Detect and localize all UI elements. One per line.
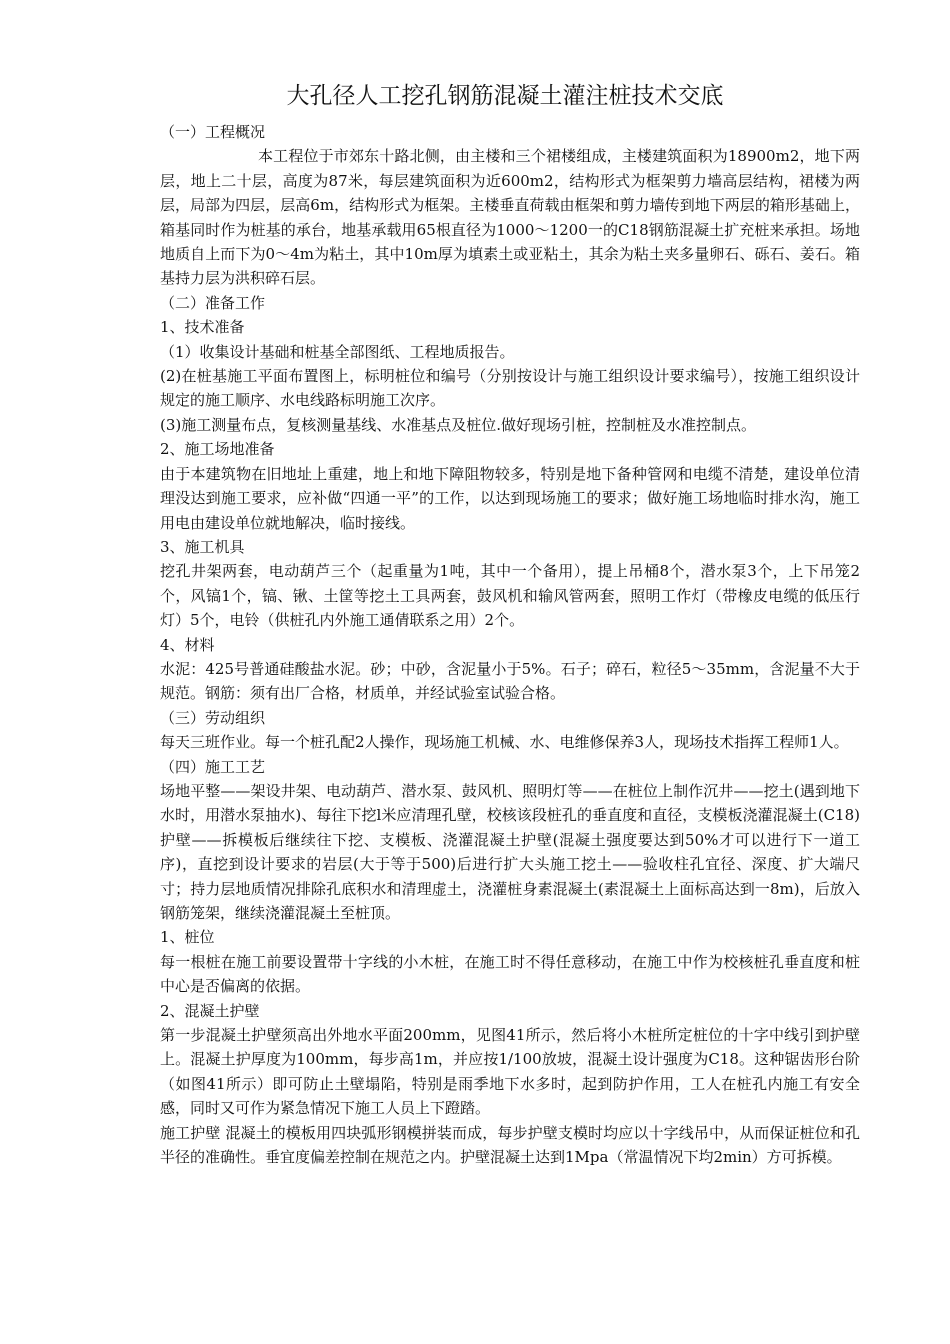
paragraph-retaining-wall: 第一步混凝土护壁须高出外地水平面200mm，见图41所示，然后将小木桩所定桩位的十字中线引到护壁上。混凝土护厚度为100mm，每步高1m，并应按1/100放坡，混凝土设计强度为C18。这种锯齿形台阶（如图41所示）即可防止土壁塌陷，特别是雨季地下水多时，起到防护作用，工人在桩孔内施工有安全感，同时又可作为紧急情况下施工人员上下蹬踏。 [160, 1026, 860, 1118]
section-heading-process: （四）施工工艺 [160, 757, 266, 776]
section-heading-preparation: （二）准备工作 [160, 293, 266, 312]
list-item-prep-1: （1）收集设计基础和桩基全部图纸、工程地质报告。 [160, 342, 515, 361]
subheading-site-prep: 2、施工场地准备 [160, 440, 275, 459]
section-heading-overview: （一）工程概况 [160, 123, 266, 141]
subheading-materials: 4、材料 [160, 635, 215, 654]
list-item-prep-3: (3)施工测量布点，复核测量基线、水准基点及桩位.做好现场引桩，控制桩及水准控制点。 [160, 415, 757, 434]
document-body [160, 120, 860, 1169]
paragraph-labor: 每天三班作业。每一个桩孔配2人操作，现场施工机械、水、电维修保养3人，现场技术指挥工程师1人。 [160, 733, 849, 752]
paragraph-equipment: 挖孔井架两套，电动葫芦三个（起重量为1吨，其中一个备用），提上吊桶8个，潜水泵3个，上下吊笼2个，风镐1个，镐、锹、土筐等挖土工具两套，鼓风机和输风管两套，照明工作灯（带橡皮电缆的低压行灯）5个，电铃（供桩孔内外施工通倩联系之用）2个。 [160, 562, 860, 630]
paragraph-formwork: 施工护壁 混凝土的模板用四块弧形钢模拼装而成，每步护壁支模时均应以十字线吊中，从而保证桩位和孔半径的准确性。垂宜度偏差控制在规范之内。护壁混凝土达到1Mpa（常温情况下均2min）方可拆模。 [160, 1123, 860, 1167]
subheading-pile-position: 1、桩位 [160, 928, 215, 947]
paragraph-pile-position: 每一根桩在施工前要设置带十字线的小木桩，在施工时不得任意移动，在施工中作为校核桩孔垂直度和桩中心是否偏离的依据。 [160, 952, 860, 996]
document-title: 大孔径人工挖孔钢筋混凝土灌注桩技术交底 [286, 83, 724, 109]
paragraph-site-prep: 由于本建筑物在旧地址上重建，地上和地下障阻物较多，特别是地下备种管网和电缆不清楚，建设单位清理没达到施工要求，应补做“四通一平”的工作，以达到现场施工的要求；做好施工场地临时排水沟，施工用电由建设单位就地解决，临时接线。 [160, 464, 860, 532]
paragraph-materials: 水泥：425号普通硅酸盐水泥。砂；中砂，含泥量小于5%。石子；碎石，粒径5～35mm，含泥量不大于规范。钢筋：须有出厂合格，材质单，并经试验室试验合格。 [160, 659, 860, 703]
paragraph-overview: 本工程位于市郊东十路北侧，由主楼和三个裙楼组成，主楼建筑面积为18900m2，地下两层，地上二十层，高度为87米，每层建筑面积为近600m2，结构形式为框架剪力墙高层结构，裙楼为两层，局部为四层，层高6m，结构形式为框架。主楼垂直荷载由框架和剪力墙传到地下两层的箱形基础上，箱基同时作为桩基的承台，地基承载用65根直径为1000～1200一的C18钢筋混凝土扩充桩来承担。场地地质自上而下为0～4m为粘土，其中10m厚为填素土或亚粘土，其余为粘土夹多量卵石、砾石、姜石。箱基持力层为洪积碎石层。 [160, 147, 860, 288]
subheading-technical-prep: 1、技术准备 [160, 318, 245, 337]
subheading-equipment: 3、施工机具 [160, 537, 245, 556]
subheading-retaining-wall: 2、混凝土护壁 [160, 1001, 260, 1020]
list-item-prep-2: (2)在桩基施工平面布置图上，标明桩位和编号（分别按设计与施工组织设计要求编号），按施工组织设计规定的施工顺序、水电线路标明施工次序。 [160, 367, 860, 410]
section-heading-labor: （三）劳动组织 [160, 708, 266, 727]
paragraph-process: 场地平整——架设井架、电动葫芦、潜水泵、鼓风机、照明灯等——在桩位上制作沉井——挖土(遇到地下水时，用潜水泵抽水)、每往下挖l米应清理孔壁，校核该段桩孔的垂直度和直径，支模板浇灌混凝土(C18)护壁——拆模板后继续往下挖、支模板、浇灌混凝土护壁(混凝土强度要达到50%才可以进行下一道工序)，直挖到设计要求的岩层(大于等于500)后进行扩大头施工挖土——验收柱孔宜径、深度、扩大端尺寸；持力层地质情况排除孔底积水和清理虚土，浇灌桩身素混凝土(素混凝土上面标高达到一8m)，后放入钢筋笼架，继续浇灌混凝土至桩顶。 [160, 781, 860, 922]
